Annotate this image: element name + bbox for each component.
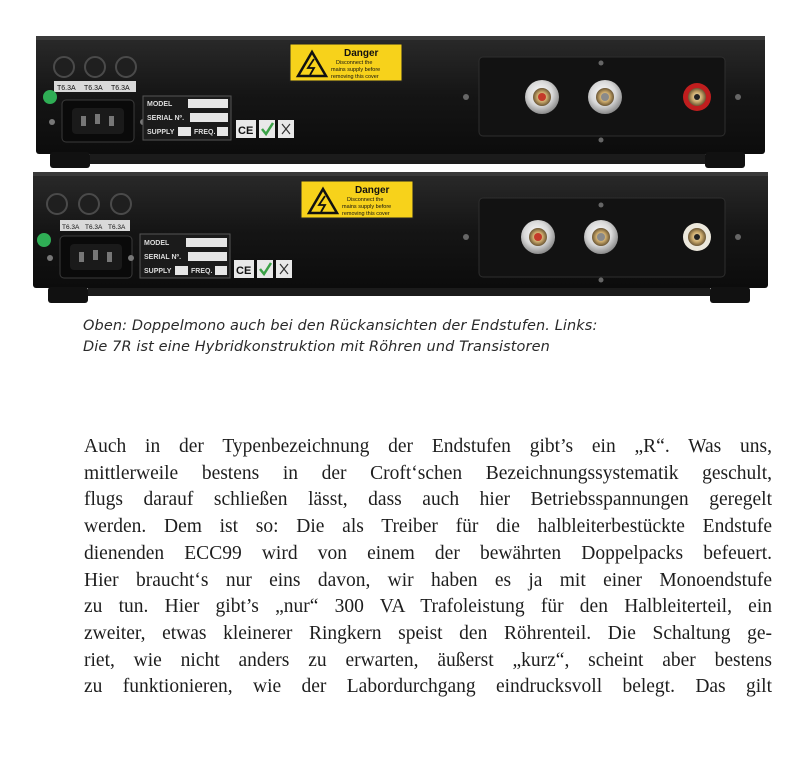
upper-plate-serial: SERIAL Nº. <box>147 115 185 122</box>
upper-warning-title: Danger <box>344 48 379 59</box>
paragraph-line: riet, wie nicht anders zu erwarten, äußerst „kurz“, scheint aber bestens <box>84 649 772 671</box>
paragraph-line: zu funktionieren, wie der Labordurchgang eindrucksvoll belegt. Das gilt <box>84 676 772 698</box>
lower-compliance-marks <box>234 260 292 278</box>
upper-rating-plate <box>143 96 231 140</box>
lower-fuse-label-3: T6.3A <box>108 224 126 231</box>
caption-line-2: Die 7R ist eine Hybridkonstruktion mit Röhren und Transistoren <box>83 339 550 355</box>
lower-fuse-label-2: T6.3A <box>85 224 103 231</box>
caption-line-1: Oben: Doppelmono auch bei den Rückansichten der Endstufen. Links: <box>83 318 598 334</box>
paragraph-line: dienenden ECC99 wird von einem der bewährten Doppelpacks befeuert. <box>84 542 772 564</box>
upper-fuse-label-1: T6.3A <box>57 85 76 92</box>
lower-fuse-label-1: T6.3A <box>62 224 80 231</box>
lower-plate-freq: FREQ. <box>191 268 213 275</box>
lower-power-led <box>37 233 51 247</box>
amplifier-rear-photo <box>0 0 797 312</box>
upper-amplifier-unit <box>36 36 765 168</box>
upper-output-panel <box>463 57 741 143</box>
upper-warning-line1: Disconnect the <box>336 60 373 66</box>
lower-speaker-terminal-right <box>584 220 618 254</box>
upper-warning-line2: mains supply before <box>331 67 381 73</box>
upper-plate-supply: SUPPLY <box>147 129 175 136</box>
lower-speaker-terminal-left <box>521 220 555 254</box>
paragraph-line: zweiter, etwas kleinerer Ringkern speist den Röhrenteil. Die Schaltung ge- <box>84 622 772 644</box>
paragraph-line: zu tun. Hier gibt’s „nur“ 300 VA Trafoleistung für den Halbleiterteil, ein <box>84 596 772 618</box>
lower-plate-model: MODEL <box>144 240 170 247</box>
paragraph-line: werden. Dem ist so: Die als Treiber für die halbleiterbestückte Endstufe <box>84 516 772 538</box>
upper-power-led <box>43 90 57 104</box>
lower-check-icon <box>257 260 273 278</box>
lower-warning-line2: mains supply before <box>342 204 392 210</box>
lower-rating-plate <box>140 234 230 278</box>
lower-plate-supply: SUPPLY <box>144 268 172 275</box>
upper-iec-socket <box>49 100 146 142</box>
upper-fuse-holders <box>54 57 136 92</box>
upper-check-icon <box>259 120 275 138</box>
paragraph-line: flugs darauf schließen lässt, dass auch hier Betriebsspannungen geregelt <box>84 489 772 511</box>
upper-rca-input <box>683 83 711 111</box>
upper-warning-label <box>290 44 402 81</box>
lower-warning-title: Danger <box>355 185 390 196</box>
photo-caption <box>83 316 723 358</box>
paragraph-line: Auch in der Typenbezeichnung der Endstufen gibt’s ein „R“. Was uns, <box>84 436 772 457</box>
upper-fuse-label-3: T6.3A <box>111 85 130 92</box>
lower-iec-socket <box>47 236 134 278</box>
lower-warning-line1: Disconnect the <box>347 197 384 203</box>
upper-speaker-terminal-right <box>588 80 622 114</box>
upper-plate-model: MODEL <box>147 101 173 108</box>
upper-ce-mark: CE <box>238 125 254 137</box>
lower-warning-line3: removing this cover <box>342 211 390 217</box>
lower-rca-input <box>683 223 711 251</box>
lower-warning-label <box>301 181 413 218</box>
lower-output-panel <box>463 198 741 283</box>
upper-speaker-terminal-left <box>525 80 559 114</box>
lower-ce-mark: CE <box>236 265 252 277</box>
upper-warning-line3: removing this cover <box>331 74 379 80</box>
paragraph-line: mittlerweile bestens in der Croft‘schen Bezeichnungssystematik geschult, <box>84 462 772 484</box>
upper-plate-freq: FREQ. <box>194 129 216 136</box>
paragraph-line: Hier braucht‘s nur eins davon, wir haben es ja mit einer Monoendstufe <box>84 569 772 591</box>
article-paragraph <box>84 434 772 701</box>
upper-compliance-marks <box>236 120 294 138</box>
lower-plate-serial: SERIAL Nº. <box>144 254 182 261</box>
upper-fuse-label-2: T6.3A <box>84 85 103 92</box>
lower-amplifier-unit <box>33 172 768 303</box>
